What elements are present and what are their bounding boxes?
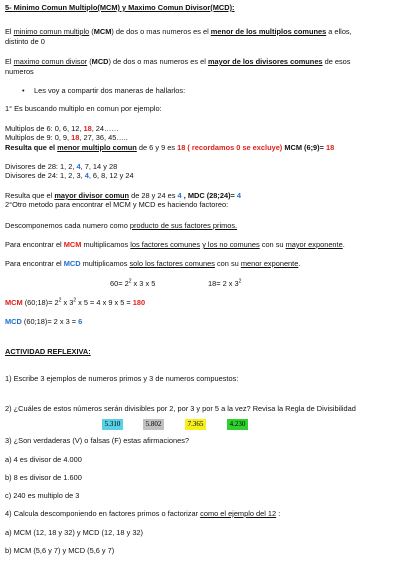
text: 60= 2 [110,279,129,288]
text: El [5,57,14,66]
bullet-dot-icon: • [22,86,25,95]
chip-value: 5.802 [145,420,162,428]
underlined: mayor divisor comun [54,191,130,200]
exponent: 2 [238,278,242,285]
text: a ellos, [326,27,352,36]
highlight: MCD [63,259,81,268]
question-4 [5,509,280,518]
text: con su [259,240,286,249]
highlight: 4 [76,162,81,171]
text: multiplicamos [80,259,130,268]
highlight: 18 [83,124,92,133]
text: Resulta que el [5,143,58,152]
text: 18= 2 x 3 [208,279,239,288]
underlined: producto de sus factores primos. [129,221,238,230]
result: 180 [132,298,146,307]
exponent: 2 [128,278,132,285]
abbr: MCD [91,57,109,66]
chip-value: 5.310 [104,420,121,428]
underlined: y los no comunes [202,240,260,249]
activity-title: ACTIVIDAD REFLEXIVA: [5,347,91,356]
mcm-calculation [5,298,145,307]
find-mcm [5,240,345,249]
text: , 6, 8, 12 y 24 [88,171,134,180]
method2: 2°Otro metodo para encontrar el MCM y MCD es haciendo factoreo: [5,200,229,209]
text: , MDC (28;24)= [181,191,237,200]
text: Para encontrar el [5,259,64,268]
mcm-definition [5,27,352,36]
text: ) de dos o mas numeros es el [111,27,211,36]
underlined: menor exponente [240,259,299,268]
number-chip [143,419,164,430]
text: ( [87,57,92,66]
text: . [298,259,301,268]
underlined: mayor exponente [285,240,343,249]
text: x 5 = 4 x 9 x 5 = [76,298,133,307]
text: x 3 [61,298,74,307]
underlined: como el ejemplo del 12 [200,509,277,518]
factorization-18 [208,279,241,288]
highlight: 4 [236,191,242,200]
exponent: 2 [73,297,77,304]
text: ) de dos o mas numeros es el [108,57,208,66]
mcm-definition-line2: distinto de 0 [5,37,45,46]
text: ( [89,27,94,36]
result-mcd [5,191,241,200]
result-mcm [5,143,334,152]
text: con su [214,259,241,268]
text: 4) Calcula descomponiendo en factores primos o factorizar [5,509,201,518]
number-chip [185,419,206,430]
section-title [5,3,235,12]
method1: 1° Es buscando multiplo en comun por ejemplo: [5,104,162,113]
divisors-24 [5,171,134,180]
question-3: 3) ¿Son verdaderas (V) o falsas (F) estas afirmaciones? [5,436,190,445]
question-4b: b) MCM (5,6 y 7) y MCD (5,6 y 7) [5,546,115,555]
text: , 27, 36, 45….. [79,133,128,142]
highlight: 18 [71,133,80,142]
highlight: 4 [84,171,89,180]
text: Multiplos de 9: 0, 9, [5,133,72,142]
text: Descomponemos cada numero como [5,221,130,230]
underlined: los factores comunes [130,240,201,249]
section-title-text: 5- Minimo Comun Multiplo(MCM) y Maximo Comun Divisor(MCD): [5,3,235,12]
text: , 7, 14 y 28 [80,162,118,171]
mcd-definition [5,57,351,66]
label: MCD [5,317,22,326]
divisors-28 [5,162,117,171]
bullet-text: Les voy a compartir dos maneras de hallarlos: [34,86,186,95]
text: . [342,240,345,249]
text: , 24…… [91,124,119,133]
mcd-definition-line2: numeros [5,67,34,76]
number-chip [102,419,123,430]
term: maximo comun divisor [13,57,88,66]
abbr: MCM [93,27,112,36]
underlined: solo los factores comunes [129,259,215,268]
key-phrase: menor de los multiplos comunes [210,27,327,36]
text: Multiplos de 6: 0, 6, 12, [5,124,84,133]
label: MCM [5,298,23,307]
highlight: MCM [63,240,82,249]
text: x 3 x 5 [131,279,156,288]
number-chip [227,419,248,430]
factorization-60 [110,279,155,288]
question-3a: a) 4 es divisor de 4.000 [5,455,82,464]
text: Divisores de 24: 1, 2, 3, [5,171,85,180]
underlined: menor multiplo comun [57,143,137,152]
highlight: 18 ( recordamos 0 se excluye) [177,143,283,152]
text: Para encontrar el [5,240,64,249]
term: minimo comun multiplo [13,27,90,36]
multiples-6 [5,124,119,133]
question-3c: c) 240 es multiplo de 3 [5,491,80,500]
question-1: 1) Escribe 3 ejemplos de numeros primos y 3 de numeros compuestos: [5,374,239,383]
question-3b: b) 8 es divisor de 1.600 [5,473,82,482]
multiples-9 [5,133,128,142]
chip-value: 7.365 [187,420,204,428]
text: de esos [322,57,351,66]
question-2: 2) ¿Cuáles de estos números serán divisibles por 2, por 3 y por 5 a la vez? Revisa la Regla de Divisibilidad [5,404,356,413]
decompose [5,221,237,230]
question-4a: a) MCM (12, 18 y 32) y MCD (12, 18 y 32) [5,528,144,537]
text: de 6 y 9 es [136,143,178,152]
result: 6 [78,317,83,326]
text: multiplicamos [81,240,131,249]
key-phrase: mayor de los divisores comunes [207,57,323,66]
text: de 28 y 24 es [129,191,178,200]
text: MCM (6;9)= [282,143,326,152]
text: Resulta que el [5,191,55,200]
exponent: 2 [58,297,62,304]
text: (60;18)= 2 [22,298,59,307]
find-mcd [5,259,300,268]
text: Divisores de 28: 1, 2, [5,162,77,171]
text: : [276,509,281,518]
chip-value: 4.230 [229,420,246,428]
highlight: 18 [326,143,335,152]
text: (60;18)= 2 x 3 = [21,317,79,326]
highlight: 4 [177,191,182,200]
text: El [5,27,14,36]
mcd-calculation [5,317,82,326]
